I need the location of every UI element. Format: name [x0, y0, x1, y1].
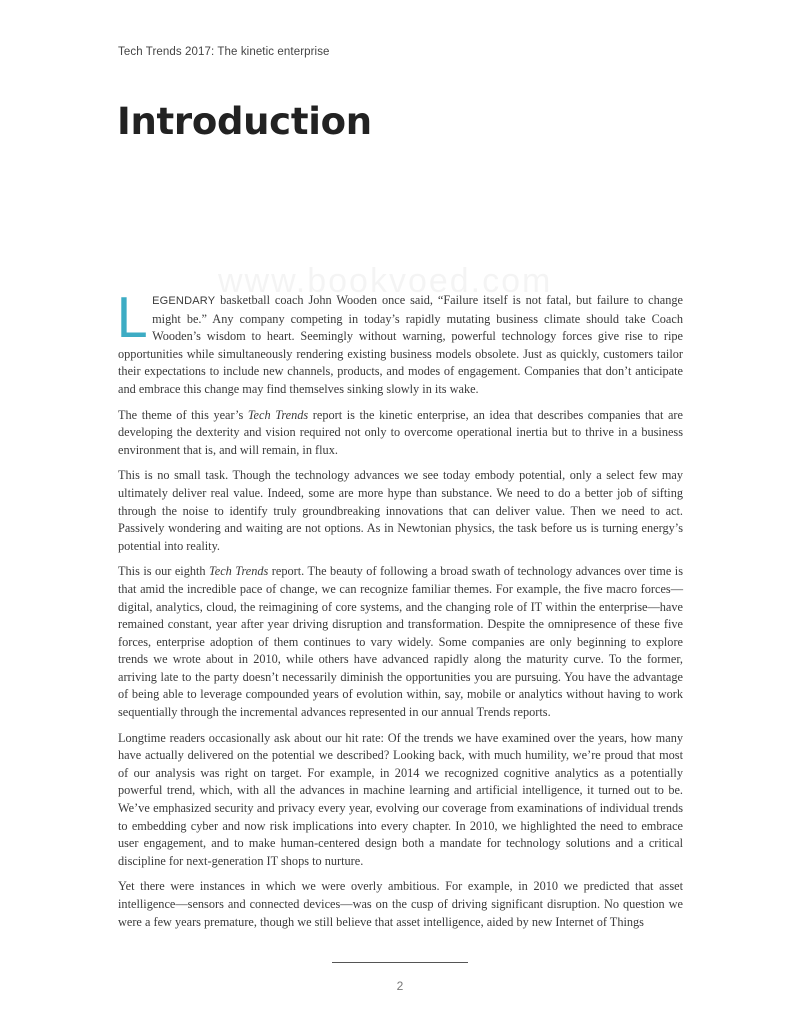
- paragraph-5: Longtime readers occasionally ask about our hit rate: Of the trends we have examined over the years, how many have actually delivered on the potential we described? Looking back, with much humility, we’re proud that most of our analysis was right on target. For example, in 2014 we recognized cognitive analytics as a potentially powerful trend, which, with all the advances in machine learning and artificial intelligence, it turned out to be. We’ve emphasized security and privacy every year, evolving our coverage from examinations of individual trends to embedding cyber and now risk implications into every chapter. In 2010, we highlighted the need to embrace user engagement, and to make human-centered design both a mandate for technology solutions and a critical discipline for next-generation IT shops to nurture.: [118, 730, 683, 868]
- paragraph-6: Yet there were instances in which we were overly ambitious. For example, in 2010 we predicted that asset intelligence—sensors and connected devices—was on the cusp of driving significant disruption. No question we were a few years premature, though we still believe that asset intelligence, aided by new Internet of Things: [118, 879, 683, 929]
- page-title: Introduction: [117, 100, 372, 143]
- paragraph-2-before: The theme of this year’s: [118, 407, 248, 422]
- paragraph-2-after: report is the kinetic enterprise, an idea that describes companies that are developing the dexterity and vision required not only to overcome operational inertia but to thrive in a business environment that is, and will remain, in flux.: [118, 407, 683, 457]
- running-header: Tech Trends 2017: The kinetic enterprise: [118, 46, 330, 58]
- paragraph-4-before: This is our eighth: [118, 564, 210, 579]
- drop-cap: L: [116, 287, 147, 350]
- paragraph-4-after: report. The beauty of following a broad swath of technology advances over time is that amid the incredible pace of change, we can recognize familiar themes. For example, the five macro forces—digital, analytics, cloud, the reimagining of core systems, and the changing role of IT within the enterprise—have remained constant, year after year driving disruption and transformation. Despite the omnipresence of these five forces, enterprise adoption of them continues to vary widely. Some companies are only beginning to explore trends we wrote about in 2010, while others have advanced rapidly along the maturity curve. To the former, arriving late to the party doesn’t necessarily diminish the opportunities you are pursuing. You have the advantage of being able to leverage compounded years of evolution within, say, mobile or analytics without having to work sequentially through the incremental advances represented in our annual Trends reports.: [118, 564, 683, 720]
- body-text: [116, 287, 683, 939]
- report-title-italic: Tech Trends: [247, 407, 309, 422]
- paragraph-1-text: basketball coach John Wooden once said, “Failure itself is not fatal, but failure to change might be.” Any company competing in today’s rapidly mutating business climate should take Coach Wooden’s wisdom to heart. Seemingly without warning, powerful technology forces give rise to ripe opportunities while simultaneously rendering existing business models obsolete. Just as quickly, customers tailor their expectations to include new channels, products, and modes of engagement. Companies that don’t anticipate and embrace this change may find themselves sinking slowly in its wake.: [118, 293, 683, 396]
- paragraph-2: [118, 407, 683, 460]
- paragraph-1: [116, 287, 683, 399]
- page-number: 2: [396, 979, 404, 993]
- paragraph-4: [118, 563, 683, 721]
- paragraph-3: This is no small task. Though the technology advances we see today embody potential, only a select few may ultimately deliver real value. Indeed, some are more hype than substance. We need to do a better job of sifting through the noise to identify truly groundbreaking innovations that can deliver value. Then we need to act. Passively wondering and waiting are not options. As in Newtonian physics, the task before us is turning energy’s potential into reality.: [118, 468, 683, 553]
- lead-in: EGENDARY: [152, 295, 216, 307]
- footer-divider: [332, 962, 468, 963]
- report-title-italic: Tech Trends: [209, 564, 269, 579]
